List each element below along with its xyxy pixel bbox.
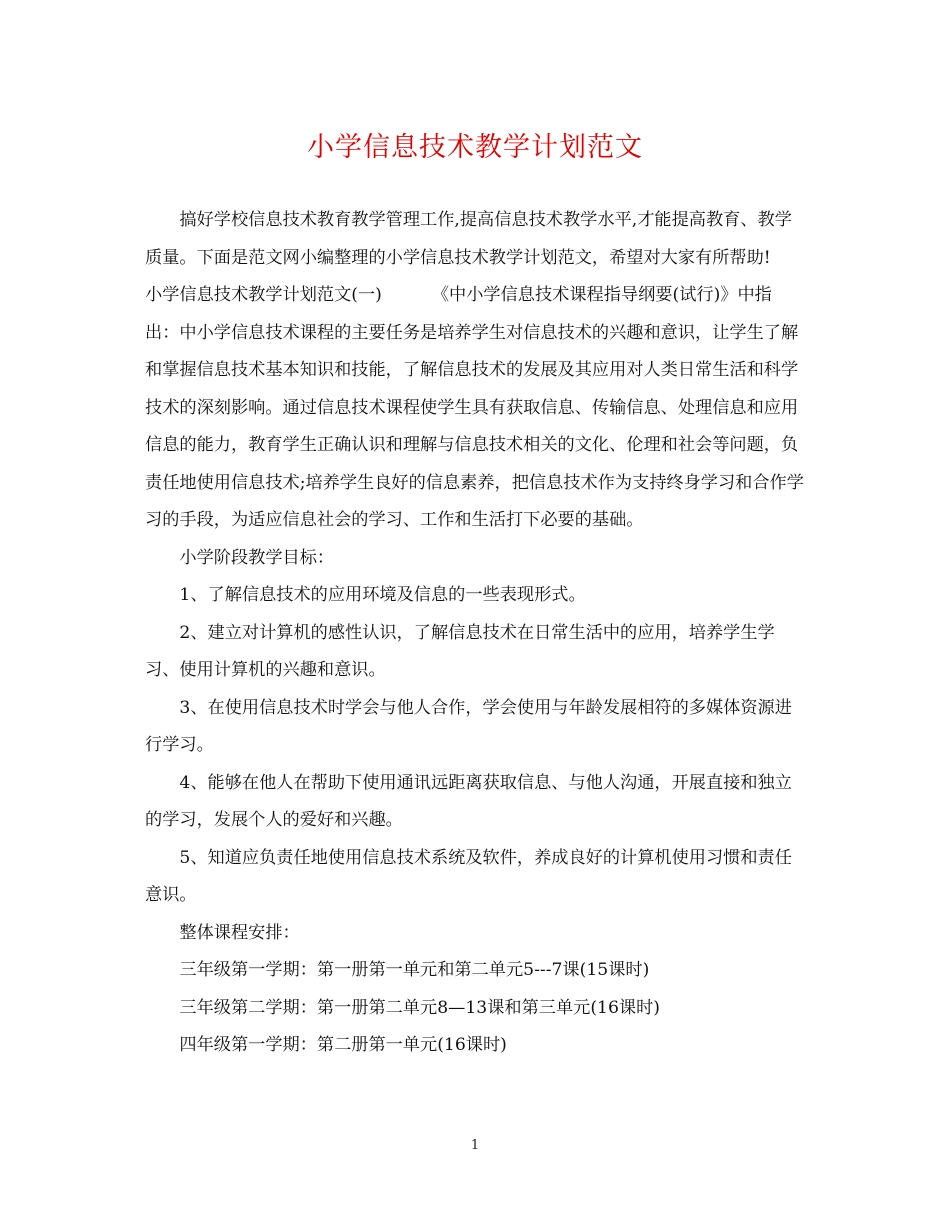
schedule-item-1: 三年级第一学期：第一册第一单元和第二单元5---7课(15课时) <box>179 960 650 980</box>
goal-item-5: 5、知道应负责任地使用信息技术系统及软件，养成良好的计算机使用习惯和责任意识。 <box>145 847 792 905</box>
goal-item-3: 3、在使用信息技术时学会与他人合作，学会使用与年龄发展相符的多媒体资源进行学习。 <box>145 697 792 755</box>
goal-item-1: 1、了解信息技术的应用环境及信息的一些表现形式。 <box>179 585 586 605</box>
schedule-item-2: 三年级第二学期：第一册第二单元8—13课和第三单元(16课时) <box>179 997 660 1018</box>
section-paragraph <box>145 277 805 540</box>
section-body: 《中小学信息技术课程指导纲要(试行)》中指出：中小学信息技术课程的主要任务是培养学生对信息技术的兴趣和意识，让学生了解和掌握信息技术基本知识和技能，了解信息技术的发展及其应用对人类日常生活和科学技术的深刻影响。通过信息技术课程使学生具有获取信息、传输信息、处理信息和应用信息的能力，教育学生正确认识和理解与信息技术相关的文化、伦理和社会等问题，负责任地使用信息技术;培养学生良好的信息素养，把信息技术作为支持终身学习和合作学习的手段，为适应信息社会的学习、工作和生活打下必要的基础。 <box>145 285 804 530</box>
schedule-heading: 整体课程安排： <box>179 922 300 943</box>
document-body <box>145 202 805 1065</box>
schedule-item-3: 四年级第一学期：第二册第一单元(16课时) <box>179 1035 507 1055</box>
goal-item-2: 2、建立对计算机的感性认识，了解信息技术在日常生活中的应用，培养学生学习、使用计算机的兴趣和意识。 <box>145 622 775 680</box>
goals-heading: 小学阶段教学目标： <box>179 547 335 568</box>
document-title: 小学信息技术教学计划范文 <box>307 132 643 163</box>
intro-paragraph: 搞好学校信息技术教育教学管理工作,提高信息技术教学水平,才能提高教育、教学质量。下面是范文网小编整理的小学信息技术教学计划范文，希望对大家有所帮助! <box>145 210 792 268</box>
section-heading: 小学信息技术教学计划范文(一) <box>145 285 382 305</box>
goal-item-4: 4、能够在他人在帮助下使用通讯远距离获取信息、与他人沟通，开展直接和独立的学习，发展个人的爱好和兴趣。 <box>145 772 792 830</box>
page-number: 1 <box>470 1138 480 1153</box>
